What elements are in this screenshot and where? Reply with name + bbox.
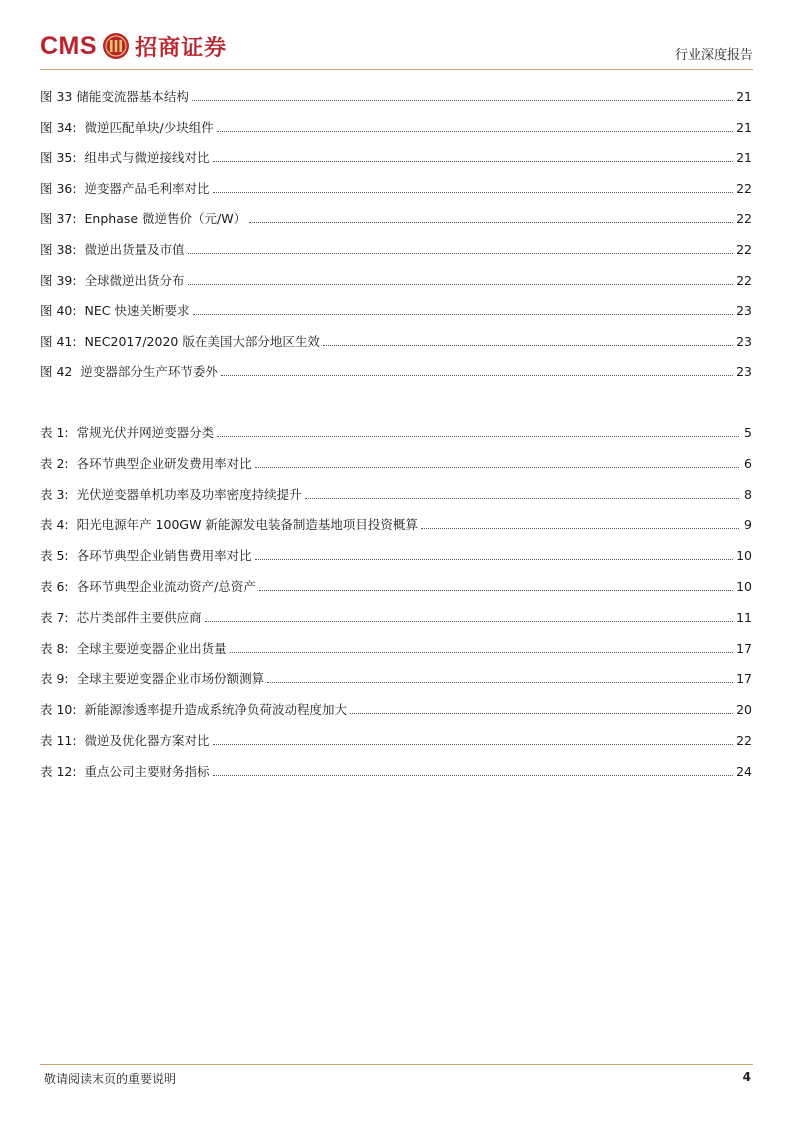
logo-latin-text: CMS <box>40 31 98 60</box>
entry-page-number: 22 <box>736 211 752 227</box>
dot-leader <box>230 652 734 653</box>
table-index-entry[interactable] <box>40 606 752 626</box>
dot-leader <box>305 498 739 499</box>
entry-page-number: 22 <box>736 733 752 748</box>
dot-leader <box>350 713 733 714</box>
entry-title: 图 34: 微逆匹配单块/少块组件 <box>40 119 214 135</box>
dot-leader <box>205 621 734 622</box>
dot-leader <box>213 744 734 745</box>
entry-page-number: 23 <box>736 333 752 349</box>
table-index-entry[interactable] <box>40 637 752 657</box>
entry-title: 表 12: 重点公司主要财务指标 <box>40 763 210 779</box>
figure-index-entry[interactable] <box>40 269 752 289</box>
table-index-entry[interactable] <box>40 760 752 780</box>
logo-chinese-text: 招商证券 <box>135 34 228 61</box>
dot-leader <box>221 375 733 376</box>
page-number: 4 <box>742 1070 751 1084</box>
figure-index-entry[interactable] <box>40 177 752 197</box>
dot-leader <box>255 467 739 468</box>
entry-page-number: 21 <box>736 150 752 166</box>
report-type-label: 行业深度报告 <box>674 48 753 63</box>
figure-index-entry[interactable] <box>40 85 752 105</box>
table-index-entry[interactable] <box>40 452 752 472</box>
entry-title: 表 3: 光伏逆变器单机功率及功率密度持续提升 <box>40 486 302 502</box>
figure-index-entry[interactable] <box>40 116 752 136</box>
entry-title: 图 33 储能变流器基本结构 <box>40 89 189 104</box>
footer-divider <box>40 1064 753 1065</box>
entry-page-number: 22 <box>736 242 752 257</box>
entry-page-number: 21 <box>736 89 752 104</box>
dot-leader <box>323 345 733 346</box>
table-index-entry[interactable] <box>40 421 752 441</box>
entry-title: 表 9: 全球主要逆变器企业市场份额测算 <box>40 671 265 687</box>
dot-leader <box>255 559 734 560</box>
entry-page-number: 10 <box>736 579 752 594</box>
figure-index-entry[interactable] <box>40 207 752 227</box>
table-index-entry[interactable] <box>40 483 752 503</box>
entry-title: 图 36: 逆变器产品毛利率对比 <box>40 180 210 196</box>
entry-title: 图 35: 组串式与微逆接线对比 <box>40 150 210 166</box>
entry-title: 表 4: 阳光电源年产 100GW 新能源发电装备制造基地项目投资概算 <box>40 517 418 533</box>
cms-logo <box>40 30 227 62</box>
entry-title: 图 42 逆变器部分生产环节委外 <box>40 364 218 380</box>
entry-title: 图 37: Enphase 微逆售价（元/W） <box>40 211 247 227</box>
entry-page-number: 24 <box>736 763 752 779</box>
entry-title: 表 10: 新能源渗透率提升造成系统净负荷波动程度加大 <box>40 702 348 718</box>
table-index-entry[interactable] <box>40 575 752 595</box>
entry-title: 表 11: 微逆及优化器方案对比 <box>40 733 210 748</box>
dot-leader <box>213 161 734 162</box>
entry-page-number: 17 <box>736 671 752 687</box>
entry-page-number: 5 <box>744 425 752 440</box>
entry-page-number: 22 <box>736 272 752 288</box>
figure-index-entry[interactable] <box>40 330 752 350</box>
figure-index-entry[interactable] <box>40 238 752 258</box>
entry-title: 表 7: 芯片类部件主要供应商 <box>40 609 202 625</box>
dot-leader <box>421 528 739 529</box>
entry-page-number: 8 <box>744 486 752 502</box>
figure-index-entry[interactable] <box>40 146 752 166</box>
table-index-entry[interactable] <box>40 513 752 533</box>
entry-page-number: 23 <box>736 364 752 380</box>
entry-title: 图 38: 微逆出货量及市值 <box>40 242 185 257</box>
dot-leader <box>267 682 733 683</box>
entry-page-number: 17 <box>736 640 752 656</box>
dot-leader <box>213 775 734 776</box>
entry-title: 图 39: 全球微逆出货分布 <box>40 272 185 288</box>
entry-page-number: 6 <box>744 455 752 471</box>
header-divider <box>40 69 753 70</box>
entry-page-number: 11 <box>736 609 752 625</box>
entry-title: 表 6: 各环节典型企业流动资产/总资产 <box>40 579 256 594</box>
dot-leader <box>217 436 739 437</box>
logo-emblem-icon <box>102 32 130 60</box>
figure-index-entry[interactable] <box>40 299 752 319</box>
entry-page-number: 9 <box>744 517 752 533</box>
entry-page-number: 10 <box>736 548 752 564</box>
entry-page-number: 21 <box>736 119 752 135</box>
dot-leader <box>188 253 734 254</box>
dot-leader <box>217 131 733 132</box>
table-index-entry[interactable] <box>40 544 752 564</box>
dot-leader <box>249 222 733 223</box>
entry-page-number: 20 <box>736 702 752 718</box>
dot-leader <box>213 192 734 193</box>
table-index-entry[interactable] <box>40 729 752 749</box>
entry-page-number: 22 <box>736 180 752 196</box>
entry-page-number: 23 <box>736 303 752 319</box>
entry-title: 图 41: NEC2017/2020 版在美国大部分地区生效 <box>40 333 320 349</box>
entry-title: 表 5: 各环节典型企业销售费用率对比 <box>40 548 252 564</box>
entry-title: 表 2: 各环节典型企业研发费用率对比 <box>40 455 252 471</box>
dot-leader <box>192 100 733 101</box>
dot-leader <box>193 314 734 315</box>
table-index-entry[interactable] <box>40 698 752 718</box>
entry-title: 表 8: 全球主要逆变器企业出货量 <box>40 640 227 656</box>
dot-leader <box>188 284 734 285</box>
dot-leader <box>259 590 733 591</box>
entry-title: 图 40: NEC 快速关断要求 <box>40 303 190 319</box>
disclaimer-note: 敬请阅读末页的重要说明 <box>44 1072 177 1086</box>
table-index-entry[interactable] <box>40 667 752 687</box>
entry-title: 表 1: 常规光伏并网逆变器分类 <box>40 425 215 440</box>
figure-index-entry[interactable] <box>40 360 752 380</box>
page-header <box>40 26 753 70</box>
